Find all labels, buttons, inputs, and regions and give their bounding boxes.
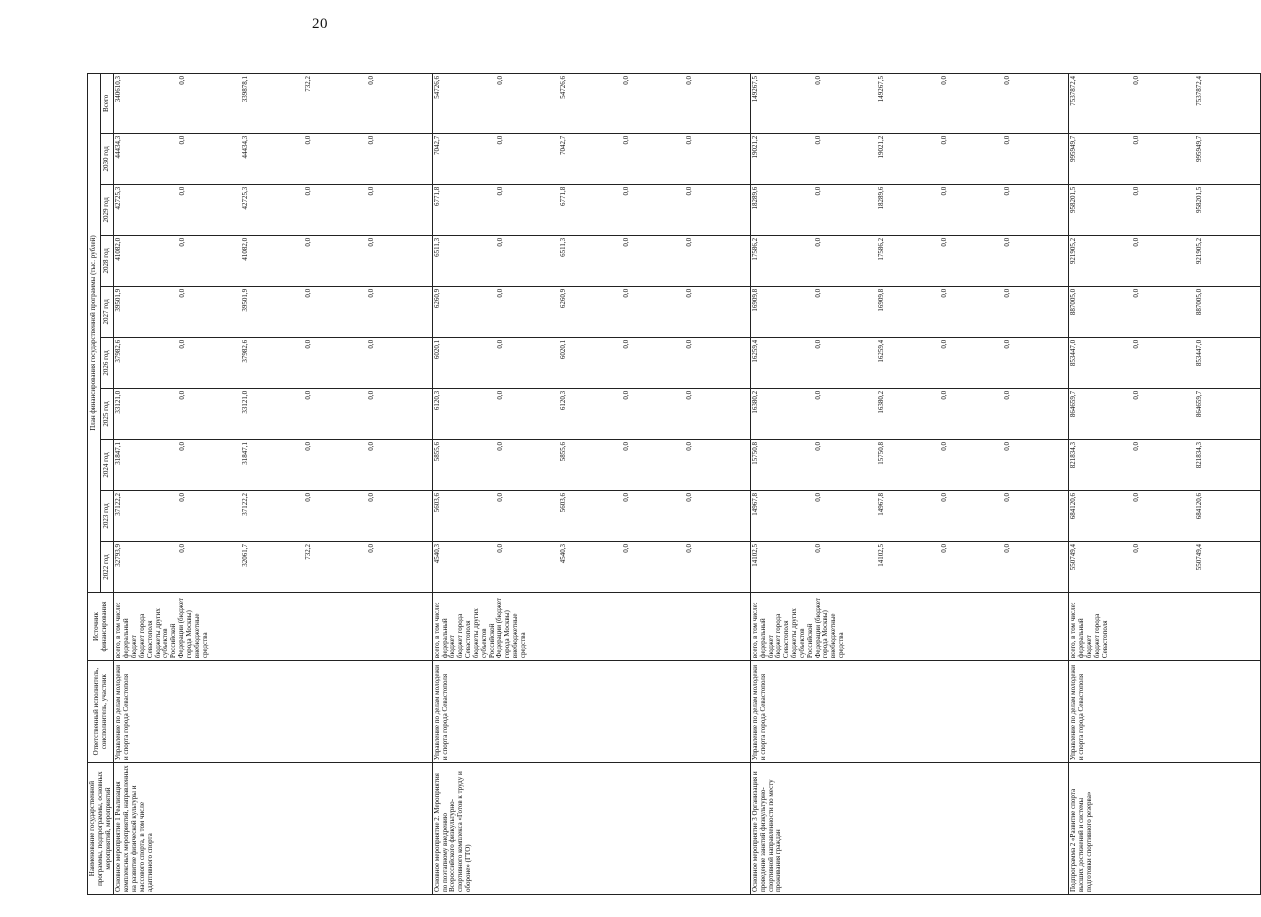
source-line: бюджет города Севастополя [137,613,154,659]
row-year-values [432,542,750,593]
value-cell: 0,0 [814,390,822,400]
header-year: 2027 год [101,286,114,337]
header-year: 2026 год [101,337,114,388]
row-year-values [750,490,1068,541]
row-year-values [114,439,432,490]
row-year-values [1069,184,1261,235]
value-cell: 6120,3 [432,390,441,411]
row-year-values [114,184,432,235]
value-cell: 14967,8 [750,492,759,516]
value-cell: 0,0 [684,390,693,400]
value-cell: 0,0 [303,135,312,145]
header-year: 2029 год [101,184,114,235]
value-cell: 340610,3 [114,76,123,103]
source-line: всего, в том числе: [432,602,441,659]
value-cell: 0,0 [1003,390,1012,400]
financing-table [87,73,1261,895]
row-year-values [1069,439,1261,490]
value-cell: 7042,7 [432,135,441,156]
row-name: Основное мероприятие 3 Организация и проведение занятий физкультурно-спортивной направленности по месту проживания граждан [750,763,1068,895]
value-cell: 0,0 [495,237,504,247]
value-cell: 864659,7 [1195,390,1204,418]
value-cell: 0,0 [684,237,693,247]
value-cell: 0,0 [621,339,630,349]
value-cell: 887005,0 [1195,288,1204,316]
row-year-values [114,235,432,286]
row-year-values [432,388,750,439]
header-executor: Ответственный исполнитель, соисполнитель, участник [88,661,114,763]
source-line: всего, в том числе: [750,602,759,659]
table-row [1069,74,1261,895]
value-cell: 0,0 [303,441,312,451]
value-cell: 0,0 [177,237,186,247]
source-line: всего, в том числе: [1069,602,1078,659]
rotated-table-wrapper [87,73,1204,895]
value-cell: 16909,8 [750,288,759,312]
value-cell: 0,0 [1132,390,1141,400]
value-cell: 0,0 [814,339,822,349]
value-cell: 0,0 [940,339,949,349]
value-cell: 0,0 [366,441,375,451]
value-cell: 853447,0 [1069,339,1078,367]
value-cell: 0,0 [1003,135,1012,145]
header-name: Наименование государственной программы, подпрограммы, основных мероприятий, мероприятий [88,763,114,895]
value-cell: 0,0 [177,492,186,502]
value-cell: 0,0 [621,186,630,196]
value-cell: 0,0 [621,135,630,145]
value-cell: 0,0 [177,76,186,85]
source-line: внебюджетные средства [192,613,209,659]
value-cell: 149267,5 [750,76,759,103]
value-cell: 0,0 [1003,288,1012,298]
row-name: Основное мероприятие 2. Мероприятия по поэтапному внедрению Всероссийского физкультурно-спортивного комплекса «Готов к труду и обороне» (ГТО) [432,763,750,895]
row-sources [750,593,1068,661]
value-cell: 0,0 [495,544,504,553]
value-cell: 0,0 [495,441,504,451]
source-line: федеральный бюджет [1077,618,1093,659]
value-cell: 0,0 [366,544,375,553]
value-cell: 0,0 [940,135,949,145]
row-total-values [1069,74,1261,134]
row-name: Основное мероприятие 1 Реализация комплексных мероприятий, направленных на развитие физической культуры и массового спорта, в том числе адаптивного спорта [114,763,432,895]
value-cell: 0,0 [1132,441,1141,451]
source-line: бюджет города Севастополя [774,613,791,659]
value-cell: 16259,4 [877,339,886,363]
value-cell: 33121,0 [114,390,123,414]
value-cell: 6260,9 [558,288,567,309]
value-cell: 0,0 [1003,186,1012,196]
row-year-values [1069,235,1261,286]
value-cell: 19021,2 [877,135,886,159]
value-cell: 7537872,4 [1195,76,1204,106]
row-year-values [1069,388,1261,439]
value-cell: 0,0 [177,288,186,298]
table-row [432,74,750,895]
value-cell: 44434,3 [114,135,123,159]
value-cell: 16259,4 [750,339,759,363]
row-year-values [114,337,432,388]
value-cell: 0,0 [177,441,186,451]
source-line: бюджет города Севастополя [456,613,473,659]
value-cell: 0,0 [177,186,186,196]
value-cell: 0,0 [303,390,312,400]
value-cell: 39501,9 [240,288,249,312]
financing-table-body [114,74,1261,895]
value-cell: 684120,6 [1069,492,1078,520]
value-cell: 0,0 [940,441,949,451]
value-cell: 0,0 [177,135,186,145]
row-executor: Управление по делам молодежи и спорта города Севастополя [1069,661,1261,763]
value-cell: 0,0 [495,492,504,502]
value-cell: 0,0 [940,288,949,298]
value-cell: 0,0 [1003,339,1012,349]
value-cell: 864659,7 [1069,390,1078,418]
value-cell: 0,0 [814,237,822,247]
value-cell: 18289,6 [750,186,759,210]
value-cell: 14967,8 [877,492,886,516]
value-cell: 732,2 [303,544,312,560]
value-cell: 54726,6 [558,76,567,99]
value-cell: 0,0 [621,288,630,298]
value-cell: 821834,3 [1069,441,1078,469]
value-cell: 37122,2 [240,492,249,516]
value-cell: 0,0 [1132,492,1141,502]
row-year-values [114,542,432,593]
value-cell: 15750,8 [750,441,759,465]
value-cell: 5855,6 [432,441,441,462]
value-cell: 6511,3 [432,237,441,257]
header-year: 2025 год [101,388,114,439]
value-cell: 0,0 [940,544,949,553]
row-executor: Управление по делам молодежи и спорта города Севастополя [750,661,1068,763]
value-cell: 16380,2 [750,390,759,414]
value-cell: 0,0 [303,288,312,298]
row-total-values [432,74,750,134]
value-cell: 6511,3 [558,237,567,257]
value-cell: 732,2 [303,76,312,92]
header-year: 2024 год [101,439,114,490]
row-total-values [114,74,432,134]
value-cell: 0,0 [495,135,504,145]
value-cell: 0,0 [684,492,693,502]
header-total: Всего [101,74,114,134]
value-cell: 921905,2 [1069,237,1078,265]
value-cell: 0,0 [814,135,822,145]
row-year-values [1069,490,1261,541]
value-cell: 995949,7 [1069,135,1078,163]
value-cell: 37122,2 [114,492,123,516]
row-year-values [750,235,1068,286]
value-cell: 339878,1 [240,76,249,103]
value-cell: 0,0 [814,186,822,196]
value-cell: 0,0 [495,288,504,298]
row-sources [432,593,750,661]
table-row [750,74,1068,895]
value-cell: 16909,8 [877,288,886,312]
source-line: федеральный бюджет [440,618,457,659]
row-year-values [114,286,432,337]
value-cell: 0,0 [495,186,504,196]
value-cell: 0,0 [1132,544,1141,553]
source-line: бюджеты других субъектов Российской Федерации (бюджет города Москвы) [153,598,193,659]
value-cell: 0,0 [366,135,375,145]
value-cell: 7537872,4 [1069,76,1078,106]
header-year: 2022 год [101,542,114,593]
value-cell: 0,0 [1003,237,1012,247]
row-year-values [432,184,750,235]
page-number: 20 [312,16,328,32]
value-cell: 0,0 [684,186,693,196]
value-cell: 550749,4 [1069,544,1078,571]
value-cell: 0,0 [684,135,693,145]
value-cell: 6771,8 [558,186,567,207]
header-source: Источник финансирования [88,593,114,661]
row-executor: Управление по делам молодежи и спорта города Севастополя [114,661,432,763]
value-cell: 4540,3 [432,544,441,564]
value-cell: 39501,9 [114,288,123,312]
value-cell: 17586,2 [750,237,759,261]
value-cell: 0,0 [621,237,630,247]
row-year-values [432,490,750,541]
value-cell: 0,0 [495,76,504,85]
row-year-values [432,235,750,286]
value-cell: 0,0 [814,288,822,298]
value-cell: 0,0 [940,390,949,400]
row-year-values [750,286,1068,337]
value-cell: 0,0 [621,492,630,502]
row-year-values [114,133,432,184]
value-cell: 0,0 [177,544,186,553]
header-plan-title: План финансирования государственной программы (тыс. рублей) [88,74,101,593]
row-year-values [750,439,1068,490]
value-cell: 0,0 [495,390,504,400]
row-year-values [1069,133,1261,184]
value-cell: 0,0 [621,76,630,85]
value-cell: 149267,5 [877,76,886,103]
value-cell: 921905,2 [1195,237,1204,265]
value-cell: 5603,6 [432,492,441,513]
value-cell: 821834,3 [1195,441,1204,469]
value-cell: 37982,6 [114,339,123,363]
value-cell: 0,0 [621,544,630,553]
value-cell: 0,0 [1132,135,1141,145]
value-cell: 0,0 [814,492,822,502]
value-cell: 0,0 [366,390,375,400]
value-cell: 0,0 [177,390,186,400]
value-cell: 684120,6 [1195,492,1204,520]
value-cell: 5603,6 [558,492,567,513]
value-cell: 0,0 [814,441,822,451]
value-cell: 0,0 [366,492,375,502]
header-year: 2023 год [101,490,114,541]
value-cell: 0,0 [1132,288,1141,298]
row-executor: Управление по делам молодежи и спорта города Севастополя [432,661,750,763]
value-cell: 0,0 [1132,237,1141,247]
row-year-values [114,388,432,439]
value-cell: 887005,0 [1069,288,1078,316]
value-cell: 42725,3 [240,186,249,210]
value-cell: 0,0 [940,237,949,247]
value-cell: 0,0 [940,76,949,85]
header-year: 2030 год [101,133,114,184]
row-year-values [750,542,1068,593]
value-cell: 6260,9 [432,288,441,309]
source-line: бюджеты других субъектов Российской Федерации (бюджет города Москвы) [471,598,512,659]
value-cell: 31847,1 [114,441,123,465]
value-cell: 0,0 [1003,492,1012,502]
source-line: всего, в том числе: [114,602,123,659]
value-cell: 0,0 [684,544,693,553]
value-cell: 0,0 [621,390,630,400]
value-cell: 15750,8 [877,441,886,465]
source-line: федеральный бюджет [122,618,139,659]
row-year-values [432,133,750,184]
value-cell: 0,0 [303,186,312,196]
value-cell: 0,0 [621,441,630,451]
source-line: бюджет города Севастополя [1092,613,1109,659]
value-cell: 0,0 [366,76,375,85]
value-cell: 0,0 [366,186,375,196]
row-year-values [432,337,750,388]
value-cell: 42725,3 [114,186,123,210]
row-year-values [432,439,750,490]
row-sources [1069,593,1261,661]
value-cell: 6020,1 [432,339,441,360]
row-year-values [114,490,432,541]
row-sources [114,593,432,661]
value-cell: 6120,3 [558,390,567,411]
row-year-values [1069,337,1261,388]
row-year-values [432,286,750,337]
value-cell: 550749,4 [1195,544,1204,571]
value-cell: 0,0 [684,76,693,85]
row-total-values [750,74,1068,134]
value-cell: 995949,7 [1195,135,1204,163]
value-cell: 41082,0 [240,237,249,261]
value-cell: 0,0 [940,186,949,196]
value-cell: 0,0 [366,237,375,247]
value-cell: 0,0 [1132,339,1141,349]
value-cell: 0,0 [940,492,949,502]
value-cell: 41082,0 [114,237,123,261]
row-year-values [1069,286,1261,337]
row-year-values [750,388,1068,439]
table-row [114,74,432,895]
value-cell: 18289,6 [877,186,886,210]
value-cell: 14102,5 [750,544,759,567]
source-line: внебюджетные средства [829,613,846,659]
value-cell: 0,0 [1003,76,1012,85]
value-cell: 16380,2 [877,390,886,414]
source-line: внебюджетные средства [511,613,527,659]
value-cell: 0,0 [1003,544,1012,553]
value-cell: 0,0 [495,339,504,349]
value-cell: 0,0 [303,492,312,502]
row-year-values [750,337,1068,388]
value-cell: 0,0 [684,339,693,349]
value-cell: 44434,3 [240,135,249,159]
value-cell: 37982,6 [240,339,249,363]
value-cell: 32793,9 [114,544,123,567]
value-cell: 0,0 [303,339,312,349]
value-cell: 0,0 [303,237,312,247]
value-cell: 853447,0 [1195,339,1204,367]
value-cell: 0,0 [366,339,375,349]
row-year-values [1069,542,1261,593]
value-cell: 17586,2 [877,237,886,261]
value-cell: 0,0 [814,76,822,85]
value-cell: 0,0 [1003,441,1012,451]
value-cell: 31847,1 [240,441,249,465]
source-line: бюджеты других субъектов Российской Федерации (бюджет города Москвы) [790,598,830,659]
value-cell: 33121,0 [240,390,249,414]
header-year: 2028 год [101,235,114,286]
row-year-values [750,184,1068,235]
value-cell: 0,0 [177,339,186,349]
source-line: федеральный бюджет [758,618,775,659]
value-cell: 0,0 [1132,76,1141,85]
value-cell: 958201,5 [1195,186,1204,214]
value-cell: 6020,1 [558,339,567,360]
value-cell: 0,0 [684,288,693,298]
value-cell: 7042,7 [558,135,567,156]
value-cell: 19021,2 [750,135,759,159]
value-cell: 6771,8 [432,186,441,207]
row-name: Подпрограмма 2 «Развитие спорта высших достижений и системы подготовки спортивного резерва» [1069,763,1261,895]
value-cell: 0,0 [1132,186,1141,196]
value-cell: 0,0 [814,544,822,553]
value-cell: 4540,3 [558,544,567,564]
value-cell: 0,0 [684,441,693,451]
value-cell: 54726,6 [432,76,441,99]
row-year-values [750,133,1068,184]
value-cell: 14102,5 [877,544,886,567]
value-cell: 32061,7 [240,544,249,567]
value-cell: 5855,6 [558,441,567,462]
value-cell: 0,0 [366,288,375,298]
value-cell: 958201,5 [1069,186,1078,214]
